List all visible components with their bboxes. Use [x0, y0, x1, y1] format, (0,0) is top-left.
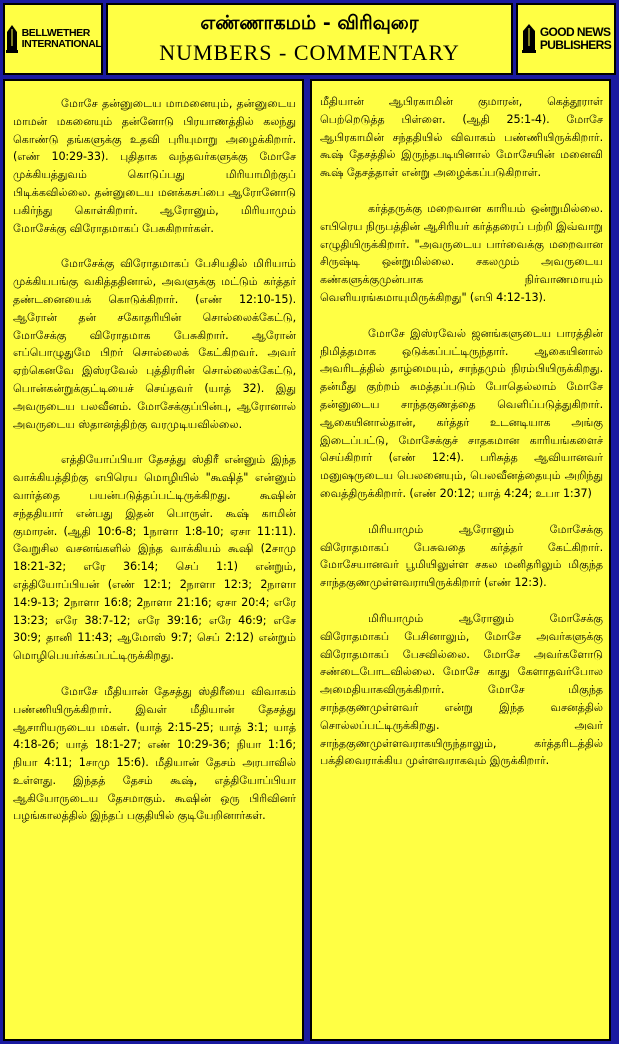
goodnews-logo-box	[516, 3, 616, 75]
logo-line-1: GOOD NEWS	[539, 25, 611, 39]
paragraph: மிரியாமும் ஆரோனும் மோசேக்கு விரோதமாகப் பேசுவதை கர்த்தர் கேட்கிறார். மோசேயானவர் பூமியிலுள்ள சகல மனிதரிலும் மிகுந்த சாந்தகுணமுள்ளவராயிருக்கிறார் (எண் 12:3).	[320, 522, 603, 590]
bellwether-logo-box	[3, 3, 103, 75]
left-column	[3, 79, 304, 1041]
logo-line-2: PUBLISHERS	[539, 38, 612, 52]
paragraph: மிரியாமும் ஆரோனும் மோசேக்கு விரோதமாகப் பேசினாலும், மோசே அவர்களுக்கு விரோதமாகப் பேசவில்லை. மோசே அவர்களோடு சண்டைபோடவில்லை. மோசே காது கேளாதவர்போல அமைதியாகவிருக்கிறார். மோசே மிகுந்த சாந்தகுணமுள்ளவர் என்று இந்த வசனத்தில் சொல்லப்பட்டிருக்கிறது. அவர் சாந்தகுணமுள்ளவராகயிருந்தாலும், கர்த்தரிடத்தில் பக்திவைராக்கிய முள்ளவராகவும் இருக்கிறார்.	[320, 611, 603, 768]
paragraph: மீதியான் ஆபிரகாமின் குமாரன், கெத்தூராள் பெற்றெடுத்த பிள்ளை. (ஆதி 25:1-4). மோசே ஆபிரகாமின் சந்ததியில் விவாகம் பண்ணியிருக்கிறார். கூஷ் தேசத்தில் இருந்தபடியினால் மோசேயின் மனைவி கூஷ் தேசத்தாள் என்று அழைக்கப்படுகிறாள்.	[320, 95, 603, 180]
header	[3, 3, 616, 75]
bellwether-logo	[5, 24, 102, 54]
paragraph: கர்த்தருக்கு மறைவான காரியம் ஒன்றுமில்லை. எபிரெய நிருபத்தின் ஆசிரியர் கர்த்தரைப் பற்றி இவ்வாறு எழுதியிருக்கிறார். "அவருடைய பார்வைக்கு மறைவான சிருஷ்டி ஒன்றுமில்லை. சகலமும் அவருடைய கண்களுக்குமுன்பாக நிர்வாணமாயும் வெளியரங்கமாயுமிருக்கிறது" (எபி 4:12-13).	[320, 201, 603, 304]
logo-line-1: BELLWETHER	[21, 27, 90, 39]
right-column	[310, 79, 611, 1041]
title-box	[106, 3, 513, 75]
pen-icon	[5, 24, 19, 54]
paragraph: மோசே மீதியான் தேசத்து ஸ்திரீயை விவாகம் பண்ணியிருக்கிறார். இவள் மீதியான் தேசத்து ஆசாரியருடைய மகள். (யாத் 2:15-25; யாத் 3:1; யாத் 4:18-26; யாத் 18:1-27; எண் 10:29-36; நியா 1:16; நியா 4:11; 1சாமு 15:6). மீதியான் தேசம் அரபாவில் உள்ளது. இந்தத் தேசம் கூஷ், எத்தியோப்பியா ஆகியோருடைய தேசமாகும். கூஷின் ஒரு பிரிவினர் பழங்காலத்தில் இந்தப் பகுதியில் குடியேறினார்கள்.	[13, 684, 296, 823]
logo-line-2: INTERNATIONAL	[21, 38, 102, 50]
paragraph: எத்தியோப்பியா தேசத்து ஸ்திரீ என்னும் இந்த வாக்கியத்திற்கு எபிரெய மொழியில் "கூஷித்" என்னும் வார்த்தை பயன்படுத்தப்பட்டிருக்கிறது. கூஷின் சந்ததியார் என்பது இதன் பொருள். கூஷ் காமின் குமாரன். (ஆதி 10:6-8; 1நாளா 1:8-10; ஏசா 11:11). வேறுசில வசனங்களில் இந்த வாக்கியம் கூஷி (2சாமு 18:21-32; எரே 36:14; செப் 1:1) என்றும், எத்தியோப்பியன் (எண் 12:1; 2நாளா 12:3; 2நாளா 14:9-13; 2நாளா 16:8; 2நாளா 21:16; ஏசா 20:4; எரே 13:23; எரே 38:7-12; எரே 39:16; எரே 46:9; எசே 30:9; தானி 11:43; ஆமோஸ் 9:7; செப் 2:12) என்றும் மொழிபெயர்க்கப்பட்டிருக்கிறது.	[13, 453, 296, 663]
paragraph: மோசே தன்னுடைய மாமனையும், தன்னுடைய மாமன் மகனையும் தன்னோடு பிரயாணத்தில் கலந்து கொண்டு தங்களுக்கு உதவி புரியுமாறு அழைக்கிறார். (எண் 10:29-33). புதிதாக வந்தவர்களுக்கு மோசே முக்கியத்துவம் கொடுப்பது மிரியாமிற்குப் பிடிக்கவில்லை. தன்னுடைய மனக்கசப்பை ஆரோனோடு பகிர்ந்து கொள்கிறார். ஆரோனும், மிரியாமும் மோசேக்கு விரோதமாகப் பேசுகிறார்கள்.	[13, 97, 296, 235]
title-english: NUMBERS - COMMENTARY	[159, 40, 460, 65]
paragraph: மோசே இஸ்ரவேல் ஜனங்களுடைய பாரத்தின் நிமித்தமாக ஒடுக்கப்பட்டிருந்தார். ஆகையினால் அவரிடத்தில் தாழ்மையும், சாந்தமும் நிரம்பியிருக்கிறது. தன்மீது குற்றம் சுமத்தப்படும் போதெல்லாம் மோசே தன்னுடைய சாந்தகுணத்தை வெளிப்படுத்துகிறார். ஆகையினால்தான், கர்த்தர் உடனடியாக அங்கு இடைப்பட்டு, மோசேக்குச் சாதகமான காரியங்களைச் செய்கிறார் (எண் 12:4). பரிசுத்த ஆவியானவர் மனுஷருடைய பெலனையும், பெலவீனத்தையும் அறிந்து வைத்திருக்கிறார். (எண் 20:12; யாத் 4:24; உபா 1:37)	[320, 326, 603, 500]
goodnews-logo	[521, 23, 611, 55]
pen-icon	[521, 23, 537, 55]
paragraph: மோசேக்கு விரோதமாகப் பேசியதில் மிரியாம் முக்கியபங்கு வகித்ததினால், அவளுக்கு மட்டும் கர்த்தர் தண்டனையைக் கொடுக்கிறார். (எண் 12:10-15). ஆரோன் தன் சகோதரியின் சொல்லைக்கேட்டு, மோசேக்கு விரோதமாக பேசுகிறார். ஆரோன் எப்பொழுதுமே பிறர் சொல்லைக் கேட்கிறவர். அவர் ஏற்கெனவே இஸ்ரவேல் புத்திரரின் சொல்லைக்கேட்டு, பொன்கன்றுக்குட்டியைச் செய்தவர் (யாத் 32). இது அவருடைய பலவீனம். மோசேக்குப்பின்பு, ஆரோனால் அவருடைய ஸ்தானத்திற்கு வரமுடியவில்லை.	[13, 257, 296, 431]
title-tamil: எண்ணாகமம் - விரிவுரை	[200, 12, 419, 34]
